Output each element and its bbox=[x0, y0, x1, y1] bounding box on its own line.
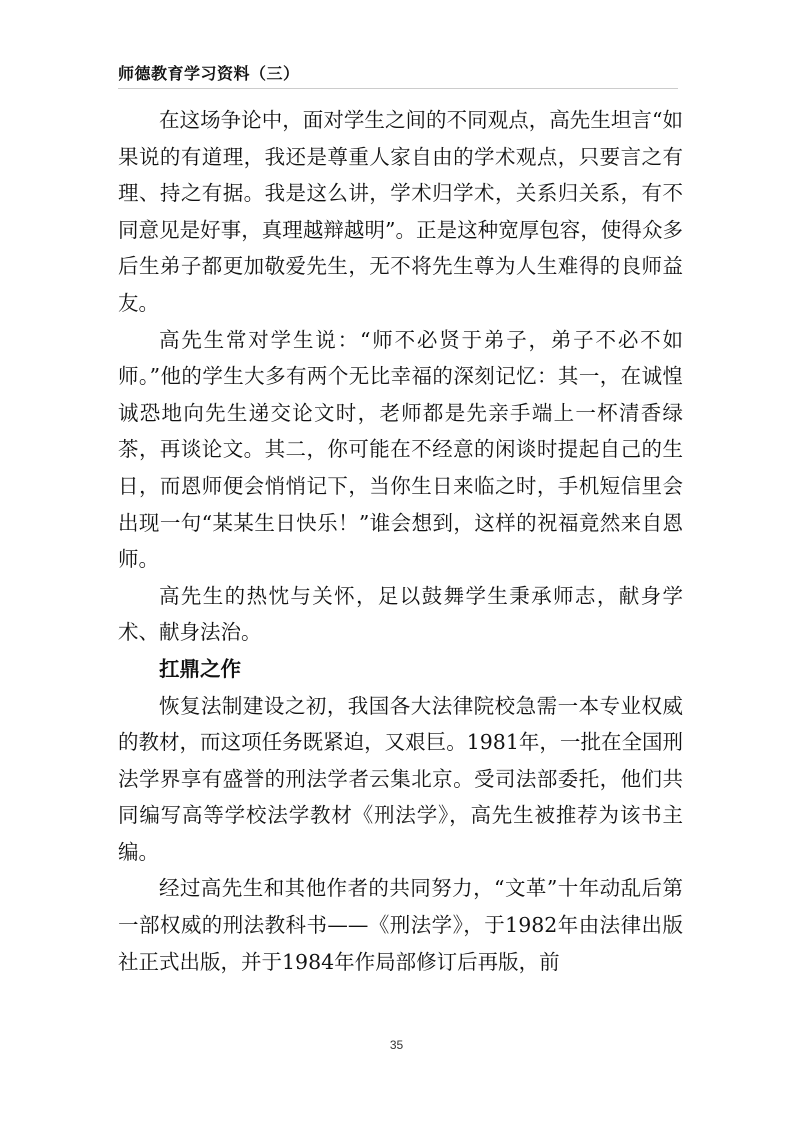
paragraph: 恢复法制建设之初，我国各大法律院校急需一本专业权威的教材，而这项任务既紧迫，又艰巨。1981年，一批在全国刑法学界享有盛誉的刑法学者云集北京。受司法部委托，他们共同编写高等学校法学教材《刑法学》，高先生被推荐为该书主编。 bbox=[118, 693, 683, 864]
paragraph: 经过高先生和其他作者的共同努力，“文革”十年动乱后第一部权威的刑法教科书——《刑法学》，于1982年由法律出版社正式出版，并于1984年作局部修订后再版，前 bbox=[118, 876, 683, 974]
document-body bbox=[118, 102, 683, 980]
paragraph: 高先生常对学生说：“师不必贤于弟子，弟子不必不如师。”他的学生大多有两个无比幸福的深刻记忆：其一，在诚惶诚恐地向先生递交论文时，老师都是先亲手端上一杯清香绿茶，再谈论文。其二，你可能在不经意的闲谈时提起自己的生日，而恩师便会悄悄记下，当你生日来临之时，手机短信里会出现一句“某某生日快乐！”谁会想到，这样的祝福竟然来自恩师。 bbox=[118, 327, 683, 572]
page-number: 35 bbox=[389, 1038, 404, 1052]
paragraph: 在这场争论中，面对学生之间的不同观点，高先生坦言“如果说的有道理，我还是尊重人家自由的学术观点，只要言之有理、持之有据。我是这么讲，学术归学术，关系归关系，有不同意见是好事，真理越辩越明”。正是这种宽厚包容，使得众多后生弟子都更加敬爱先生，无不将先生尊为人生难得的良师益友。 bbox=[118, 108, 683, 315]
paragraph: 高先生的热忱与关怀，足以鼓舞学生秉承师志，献身学术、献身法治。 bbox=[118, 583, 683, 645]
document-header: 师德教育学习资料（三） bbox=[118, 64, 300, 83]
header-divider bbox=[118, 88, 678, 89]
section-heading: 扛鼎之作 bbox=[159, 656, 241, 681]
